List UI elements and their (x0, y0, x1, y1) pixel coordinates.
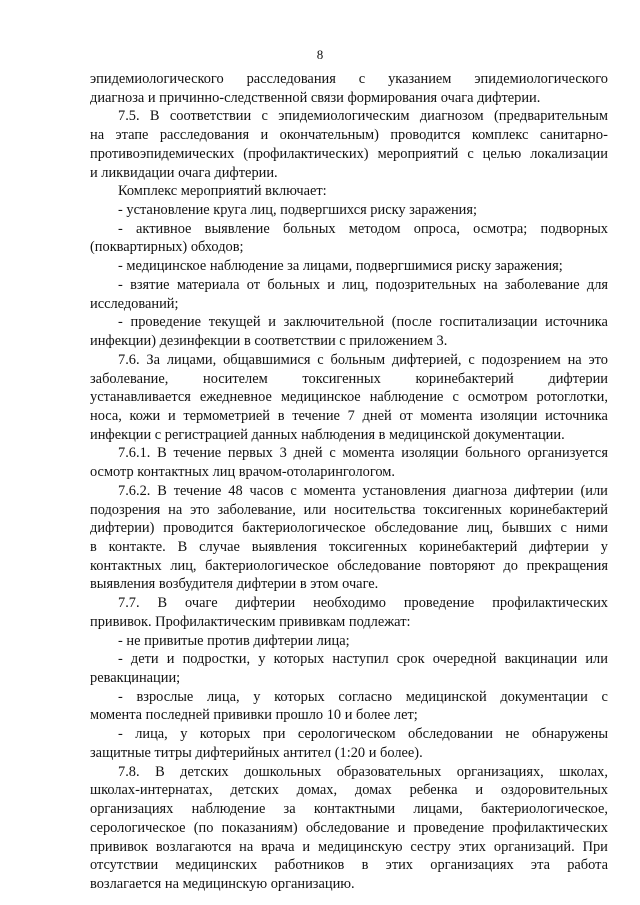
word: текущей (208, 314, 261, 331)
word: этих (458, 838, 487, 855)
word: на (239, 838, 254, 855)
word: заболевание (504, 276, 580, 293)
word: установления (362, 482, 447, 499)
word: очаге (185, 595, 218, 612)
text-line: прививок. Профилактическим прививкам подлежат: (90, 613, 411, 630)
word: 7.8. (118, 763, 140, 780)
word: или (303, 501, 327, 518)
word: источника (545, 407, 608, 424)
word: и (327, 276, 335, 293)
word: вакцинации (504, 651, 578, 668)
word: с (358, 71, 366, 87)
word: ежедневное (199, 389, 272, 406)
text-line: инфекции с регистрацией данных наблюдения в медицинской документации. (90, 426, 565, 443)
word: врача (261, 838, 295, 855)
word: отсутствии (90, 857, 159, 874)
word: (или (580, 482, 608, 499)
page-number: 8 (316, 47, 324, 62)
word: это (588, 351, 608, 368)
word: лиц, (342, 276, 369, 293)
word: оздоровительных (500, 782, 608, 799)
word: школах, (559, 763, 608, 780)
word: бактериологическое (205, 557, 329, 574)
word: медицинской (405, 688, 487, 705)
text-line: ревакцинации; (90, 670, 181, 687)
word: - (118, 276, 123, 293)
word: повторяют (429, 557, 495, 574)
word: у (258, 651, 266, 668)
word: диагнозом (419, 108, 484, 125)
word: организациях, (456, 763, 544, 780)
text-line: Комплекс мероприятий включает: (118, 183, 327, 200)
word: дифтерии (529, 539, 589, 555)
word: подозрительных (375, 276, 477, 293)
text-line (118, 594, 608, 612)
word: согласно (338, 688, 393, 705)
text-line (118, 276, 608, 294)
word: активное (136, 220, 192, 237)
word: - (118, 726, 123, 743)
word: наблюдение (191, 801, 266, 818)
text-line (118, 107, 608, 125)
word: с (452, 389, 459, 406)
text-line (90, 519, 608, 537)
text-line (118, 220, 608, 238)
word: проведение (413, 819, 485, 836)
word: ними (575, 520, 608, 537)
word: токсигенных (328, 539, 408, 555)
word: больного (465, 445, 521, 462)
text-line (118, 763, 608, 781)
word: диагноза (452, 482, 508, 499)
word: (предварительным (494, 108, 608, 125)
word: расследования (246, 71, 336, 87)
word: не (505, 726, 520, 743)
text-line: инфекции) дезинфекции в соответствии с приложением 3. (90, 333, 448, 350)
word: и (166, 651, 175, 668)
text-line (118, 725, 608, 743)
word: 48 (228, 482, 243, 499)
word: обследование (374, 520, 459, 537)
word: которых (274, 688, 325, 705)
word: детских (230, 782, 279, 799)
word: контактными (313, 801, 396, 818)
text-line (90, 407, 608, 425)
word: 7.5. (118, 108, 140, 125)
word: больных (282, 220, 336, 237)
text-line: осмотр контактных лиц врачом-отоларингологом. (90, 464, 395, 481)
word: момента (303, 482, 356, 499)
word: дошкольных (244, 763, 322, 780)
text-line: исследований; (90, 295, 179, 312)
word: заболевание, (90, 370, 169, 387)
word: при (262, 726, 286, 743)
word: дней (362, 407, 392, 424)
word: В (157, 482, 167, 499)
word: дифтерии (514, 482, 574, 499)
word: выявление (204, 220, 270, 237)
word: устанавливается (90, 389, 191, 406)
word: от (246, 276, 261, 293)
word: взрослые (136, 688, 194, 705)
word: для (586, 276, 608, 293)
word: очередной (432, 651, 497, 668)
word: организациях (430, 857, 514, 874)
word: организуется (527, 445, 608, 462)
text-line (90, 856, 608, 874)
word: носителем (203, 370, 268, 387)
text-line (90, 388, 608, 406)
word: это (190, 501, 210, 518)
word: термометрией (183, 407, 270, 424)
word: до (503, 557, 518, 574)
word: В (155, 763, 165, 780)
word: ротоглотки, (536, 389, 608, 406)
text-line (90, 370, 608, 388)
word: лицами, (413, 801, 463, 818)
word: необходимо (313, 595, 386, 612)
word: локализации (530, 145, 608, 162)
word: ребенка (409, 782, 458, 799)
word: - (118, 314, 123, 331)
word: обследование (305, 819, 390, 836)
word: первых (227, 445, 273, 462)
word: (после (391, 314, 432, 331)
text-line (90, 538, 608, 556)
word: методом (348, 220, 401, 237)
word: за (283, 801, 296, 818)
word: соответствии (169, 108, 252, 125)
text-line (90, 819, 608, 837)
text-line (118, 351, 608, 369)
word: подворных (540, 220, 608, 237)
word: сестру (410, 838, 451, 855)
word: - (118, 688, 123, 705)
word: часов (249, 482, 284, 499)
word: кожи (129, 407, 161, 424)
word: носа, (90, 407, 122, 424)
text-line (90, 126, 608, 144)
word: подростки, (182, 651, 251, 668)
word: у (180, 726, 188, 743)
word: и (397, 819, 406, 836)
text-line: (поквартирных) обходов; (90, 239, 244, 256)
word: изоляции (401, 445, 459, 462)
word: За (146, 351, 161, 368)
word: медицинское (280, 389, 361, 406)
text-line (118, 313, 608, 331)
word: течение (173, 445, 222, 462)
word: или (585, 651, 608, 668)
word: 7 (347, 407, 355, 424)
word: прекращения (526, 557, 608, 574)
word: материала (176, 276, 240, 293)
word: 7.6.2. (118, 482, 151, 499)
text-line: - медицинское наблюдение за лицами, подвергшимися риску заражения; (118, 258, 563, 275)
word: дней (293, 445, 323, 462)
word: случае (199, 539, 240, 555)
word: взятие (130, 276, 170, 293)
word: осмотром (467, 389, 528, 406)
word: указанием (388, 71, 452, 87)
word: организациях (90, 801, 174, 818)
text-line: - установление круга лиц, подвергшихся риску заражения; (118, 202, 477, 219)
word: течение (173, 482, 222, 499)
word: - (118, 220, 123, 237)
word: медицинских (175, 857, 258, 874)
word: и (167, 407, 176, 424)
word: этих (385, 857, 414, 874)
text-line: момента последней прививки прошло 10 и более лет; (90, 707, 418, 724)
word: подозрения (90, 501, 161, 518)
text-line (90, 145, 608, 163)
word: наблюдение (369, 389, 444, 406)
word: проведение (403, 595, 475, 612)
word: которых (273, 651, 325, 668)
word: лица, (135, 726, 168, 743)
word: бывших (501, 520, 552, 537)
word: показаниям) (221, 819, 298, 836)
word: противоэпидемических (90, 145, 235, 162)
text-line (90, 800, 608, 818)
word: домах (354, 782, 392, 799)
word: бактериологическое (242, 520, 366, 537)
word: контакте. (108, 539, 166, 555)
text-line (90, 70, 608, 88)
word: проводится (163, 520, 234, 537)
word: В (157, 445, 167, 462)
word: токсигенных (423, 501, 502, 518)
word: подозрением (481, 351, 561, 368)
text-line (118, 482, 608, 500)
word: на (168, 501, 183, 518)
text-line (118, 650, 608, 668)
word: на (483, 276, 498, 293)
word: носительства (334, 501, 416, 518)
word: выявления (251, 539, 317, 555)
word: коринебактерий (415, 370, 514, 387)
word: профилактических (492, 819, 608, 836)
word: эта (530, 857, 550, 874)
text-line: защитные титры дифтерийных антител (1:20 и более). (90, 744, 423, 761)
word: заключительной (283, 314, 385, 331)
word: с (560, 520, 567, 537)
word: с (601, 688, 608, 705)
word: проведение (130, 314, 201, 331)
word: срок (396, 651, 425, 668)
word: контактных (90, 557, 162, 574)
word: и (268, 314, 276, 331)
word: с (467, 145, 474, 162)
word: возлагаются (155, 838, 232, 855)
word: с (261, 108, 268, 125)
word: В (157, 595, 168, 612)
word: лица, (207, 688, 240, 705)
word: лицами, (166, 351, 217, 368)
word: с (290, 482, 297, 499)
word: (профилактических) (243, 145, 369, 162)
word: момента (342, 445, 395, 462)
word: прививок (90, 838, 148, 855)
word: этапе (115, 127, 149, 144)
word: у (253, 688, 261, 705)
word: серологическое (90, 819, 186, 836)
word: с (468, 351, 475, 368)
word: 3 (279, 445, 287, 462)
word: опроса, (413, 220, 460, 237)
word: и (260, 127, 269, 144)
text-line: и ликвидации очага дифтерии. (90, 164, 278, 181)
word: работа (567, 857, 608, 874)
word: больным (330, 351, 386, 368)
text-line (118, 688, 608, 706)
word: дифтерии (548, 370, 608, 387)
text-line: - не привитые против дифтерии лица; (118, 632, 350, 649)
word: с (317, 351, 324, 368)
word: и (475, 782, 484, 799)
text-line: диагноза и причинно-следственной связи формирования очага дифтерии. (90, 89, 541, 106)
text-line (118, 444, 608, 462)
text-line (90, 501, 608, 519)
word: коринебактерий (509, 501, 608, 518)
word: целью (482, 145, 522, 162)
word: окончательным) (279, 127, 379, 144)
word: При (582, 838, 608, 855)
word: В (177, 539, 188, 555)
word: изоляции (480, 407, 538, 424)
word: источника (545, 314, 608, 331)
word: 7.6. (118, 351, 140, 368)
word: в (361, 857, 369, 874)
word: на (567, 351, 582, 368)
word: проводится (390, 127, 461, 144)
word: организаций. (493, 838, 575, 855)
word: лиц, (466, 520, 494, 537)
word: на (90, 127, 105, 144)
word: которых (199, 726, 251, 743)
word: документации (500, 688, 588, 705)
word: обнаружены (531, 726, 608, 743)
word: - (118, 651, 123, 668)
word: санитарно- (539, 127, 608, 144)
word: течение (292, 407, 340, 424)
word: дети (130, 651, 159, 668)
word: наступил (332, 651, 389, 668)
word: серологическом (297, 726, 396, 743)
word: токсигенных (302, 370, 381, 387)
word: лиц, (170, 557, 197, 574)
word: дифтерии (235, 595, 296, 612)
text-line: возлагается на медицинскую организацию. (90, 875, 355, 892)
word: заболевание, (217, 501, 296, 518)
word: в (90, 539, 97, 555)
word: эпидемиологического (90, 71, 224, 87)
word: В (149, 108, 160, 125)
word: 7.6.1. (118, 445, 151, 462)
word: школах-интернатах, (90, 782, 213, 799)
word: осмотра; (473, 220, 528, 237)
text-line (90, 557, 608, 575)
word: обследовании (408, 726, 493, 743)
word: с (329, 445, 336, 462)
text-line: выявления возбудителя дифтерии в этом очаге. (90, 576, 379, 593)
word: госпитализации (439, 314, 538, 331)
word: домах, (296, 782, 338, 799)
word: мероприятий (377, 145, 459, 162)
word: дифтерией, (391, 351, 462, 368)
word: профилактических (492, 595, 608, 612)
text-line (90, 781, 608, 799)
word: 7.7. (118, 595, 140, 612)
word: комплекс (471, 127, 529, 144)
word: момента (420, 407, 473, 424)
text-line (90, 838, 608, 856)
word: эпидемиологическим (278, 108, 410, 125)
word: больных (267, 276, 320, 293)
word: работников (274, 857, 345, 874)
word: медицинскую (317, 838, 403, 855)
word: от (399, 407, 413, 424)
word: эпидемиологического (474, 71, 608, 87)
word: образовательных (336, 763, 442, 780)
word: в (277, 407, 285, 424)
word: обследование (337, 557, 421, 574)
word: дифтерии) (90, 520, 155, 537)
word: у (600, 539, 608, 555)
word: общавшимися (223, 351, 311, 368)
word: бактериологическое, (480, 801, 608, 818)
word: расследования (159, 127, 250, 144)
word: коринебактерий (419, 539, 518, 555)
word: детских (180, 763, 229, 780)
word: (по (193, 819, 214, 836)
word: и (302, 838, 311, 855)
